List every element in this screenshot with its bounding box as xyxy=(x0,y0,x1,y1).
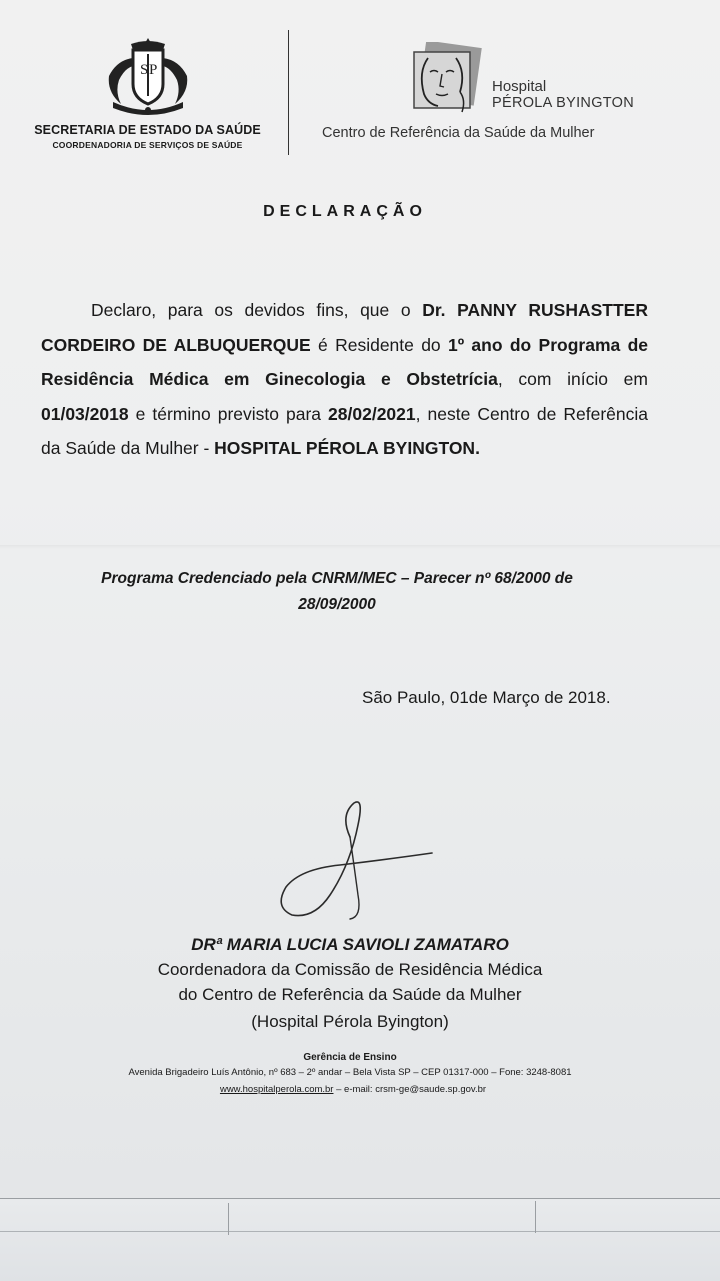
program-name: 1º ano do Programa de Residência Médica em Ginecologia e Obstetrícia xyxy=(41,334,648,389)
handwritten-signature xyxy=(270,795,440,925)
coordenadoria-heading: COORDENADORIA DE SERVIÇOS DE SAÚDE xyxy=(52,140,243,150)
secretaria-heading: SECRETARIA DE ESTADO DA SAÚDE xyxy=(34,123,261,137)
signatory-name: DRª MARIA LUCIA SAVIOLI ZAMATARO xyxy=(191,935,509,954)
body-text-1: Declaro, para os devidos fins, que o xyxy=(91,300,423,320)
website-link[interactable]: www.hospitalperola.com.br xyxy=(219,1084,334,1095)
svg-text:P: P xyxy=(149,62,158,78)
body-text-2: é Residente do xyxy=(310,334,448,355)
page-below-edge xyxy=(0,1198,720,1281)
signatory-role-2: do Centro de Referência da Saúde da Mulher xyxy=(178,985,522,1004)
footer-email: – e-mail: crsm-ge@saude.sp.gov.br xyxy=(333,1084,487,1095)
resident-name: Dr. PANNY RUSHASTTER CORDEIRO DE ALBUQUERQUE xyxy=(41,300,648,355)
signatory-role-3: (Hospital Pérola Byington) xyxy=(251,1012,449,1031)
footer-contact xyxy=(0,1084,706,1095)
header-divider xyxy=(288,30,289,155)
body-text-3: , com início em xyxy=(497,369,648,389)
lower-page-fold-1 xyxy=(228,1203,229,1235)
hospital-label: Hospital xyxy=(492,78,547,95)
start-date: 01/03/2018 xyxy=(41,403,129,424)
end-date: 28/02/2021 xyxy=(328,403,416,424)
program-accreditation xyxy=(22,566,652,618)
svg-text:S: S xyxy=(140,62,149,78)
footer-department: Gerência de Ensino xyxy=(303,1052,397,1063)
place-and-date: São Paulo, 01de Março de 2018. xyxy=(362,688,611,707)
paper-fold xyxy=(0,545,720,549)
accreditation-line-2: 28/09/2000 xyxy=(298,596,376,613)
hospital-name: PÉROLA BYINGTON xyxy=(492,95,635,111)
body-text-4: e término previsto para xyxy=(128,403,329,424)
signatory-role-1: Coordenadora da Comissão de Residência Médica xyxy=(157,960,543,979)
declaration-paragraph xyxy=(41,293,648,466)
lower-page-edge-line xyxy=(0,1231,720,1232)
document-title: DECLARAÇÃO xyxy=(263,203,427,220)
woman-face-logo-icon xyxy=(408,42,488,116)
lower-page-fold-2 xyxy=(535,1201,536,1233)
body-text-5: , neste Centro de Referência da Saúde da Mulher - xyxy=(41,403,648,458)
footer-address: Avenida Brigadeiro Luís Antônio, nº 683 – 2º andar – Bela Vista SP – CEP 01317-000 – Fone: 3248-8081 xyxy=(128,1067,572,1078)
centro-referencia-label: Centro de Referência da Saúde da Mulher xyxy=(322,125,595,141)
accreditation-line-1: Programa Credenciado pela CNRM/MEC – Parecer nº 68/2000 de xyxy=(101,570,573,587)
hospital-name-body: HOSPITAL PÉROLA BYINGTON. xyxy=(214,438,480,458)
sao-paulo-state-seal-icon xyxy=(103,36,193,116)
